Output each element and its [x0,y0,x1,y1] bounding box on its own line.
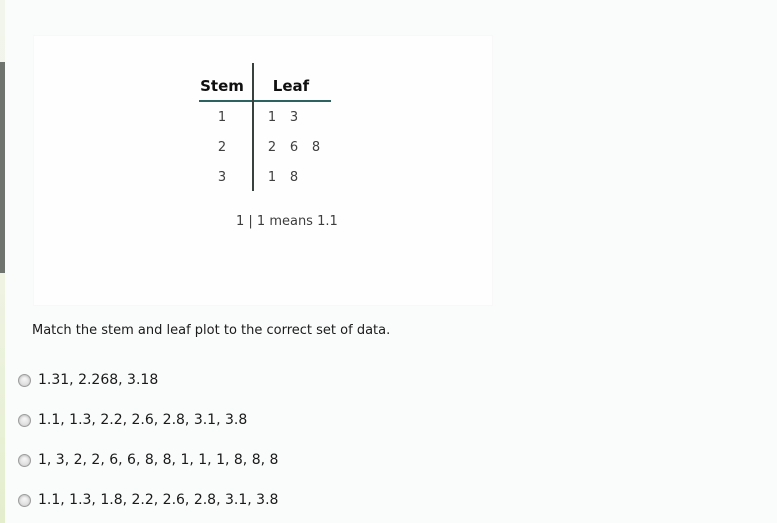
question-text: Match the stem and leaf plot to the correct set of data. [32,323,391,338]
leaf-digit: 2 [267,140,277,155]
leaf-values [267,140,321,155]
left-scrollbar-track[interactable] [0,0,5,523]
radio-button-unselected[interactable] [18,414,31,427]
answer-option-label[interactable]: 1, 3, 2, 2, 6, 6, 8, 8, 1, 1, 1, 8, 8, 8 [38,452,279,468]
stem-leaf-key-caption: 1 | 1 means 1.1 [236,214,338,229]
left-scrollbar-thumb[interactable] [0,62,5,273]
stem-value: 3 [217,170,227,185]
stem-leaf-row [34,110,492,128]
leaf-column-header: Leaf [272,77,310,95]
answer-option-label[interactable]: 1.1, 1.3, 2.2, 2.6, 2.8, 3.1, 3.8 [38,412,248,428]
leaf-digit: 8 [311,140,321,155]
stem-leaf-row [34,170,492,188]
leaf-digit: 3 [289,110,299,125]
leaf-digit: 6 [289,140,299,155]
leaf-digit: 8 [289,170,299,185]
answer-option-label[interactable]: 1.31, 2.268, 3.18 [38,372,159,388]
header-underline-rule [199,100,331,102]
leaf-digit [311,110,321,125]
answer-option-label[interactable]: 1.1, 1.3, 1.8, 2.2, 2.6, 2.8, 3.1, 3.8 [38,492,279,508]
stem-value: 2 [217,140,227,155]
radio-button-unselected[interactable] [18,374,31,387]
stem-leaf-row [34,140,492,158]
leaf-digit: 1 [267,170,277,185]
leaf-values [267,110,321,125]
leaf-digit: 1 [267,110,277,125]
leaf-digit [311,170,321,185]
radio-button-unselected[interactable] [18,454,31,467]
stem-leaf-plot-image [33,35,493,306]
stem-column-header: Stem [200,77,244,95]
stem-value: 1 [217,110,227,125]
radio-button-unselected[interactable] [18,494,31,507]
leaf-values [267,170,321,185]
